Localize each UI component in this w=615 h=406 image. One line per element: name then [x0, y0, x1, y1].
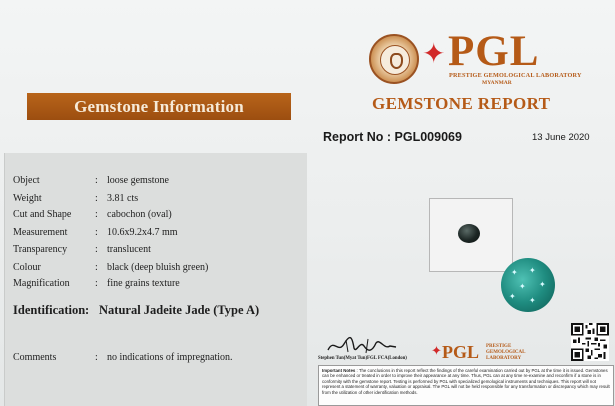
- qr-code-icon: [571, 323, 609, 361]
- detail-colon: :: [95, 262, 98, 273]
- identification-colon: :: [85, 303, 90, 317]
- small-lab-line: GEMOLOGICAL: [486, 349, 526, 355]
- important-notes: [318, 365, 614, 406]
- report-panel: [310, 0, 615, 406]
- notes-label: Important Notes: [322, 368, 356, 373]
- identification-value: Natural Jadeite Jade (Type A): [99, 303, 260, 317]
- report-heading: GEMSTONE REPORT: [372, 94, 551, 113]
- star-icon: ✦: [422, 37, 446, 70]
- detail-label: Weight: [13, 193, 42, 204]
- gemstone-photo: [429, 198, 513, 272]
- detail-label: Measurement: [13, 227, 68, 238]
- detail-label: Colour: [13, 262, 41, 273]
- detail-value: loose gemstone: [107, 175, 169, 186]
- detail-value: cabochon (oval): [107, 209, 172, 220]
- gemstone-cabochon-image: [458, 224, 480, 243]
- gemstone-information-banner: Gemstone Information: [27, 93, 291, 120]
- identification-label: Identification: [13, 303, 86, 317]
- signature-icon: [324, 334, 398, 356]
- small-lab-line: PRESTIGE: [486, 344, 512, 349]
- lab-seal-icon: [369, 34, 419, 84]
- notes-text: : The conclusions in this report reflect the findings of the careful examination carried out by PGL at the time it is issued. Gemstones can be enhanced or treated in order to improve their appearance at any time. Thus, PGL can at any time re-examine and reconfirm if a stone is in conformity with the gemstone report. Testing is performed by PGL with specialized gemological instruments and techniques. This report will not represent a statement of warranty, valuation or appraisal. The PGL will not be held responsible for any transformation or discrepancy which may result from the utilization of other identification methods.: [322, 368, 610, 395]
- detail-label: Transparency: [13, 244, 68, 255]
- security-hologram-icon: ✦ ✦ ✦ ✦ ✦ ✦: [501, 258, 555, 312]
- detail-colon: :: [95, 175, 98, 186]
- detail-colon: :: [95, 244, 98, 255]
- details-box: [4, 153, 307, 406]
- lab-name: PRESTIGE GEMOLOGICAL LABORATORY: [449, 72, 582, 79]
- comments-label: Comments: [13, 352, 57, 363]
- lab-country: MYANMAR: [482, 80, 512, 86]
- report-number: Report No : PGL009069: [323, 130, 462, 144]
- small-lab-line: LABORATORY: [486, 355, 522, 361]
- detail-colon: :: [95, 227, 98, 238]
- comments-value: no indications of impregnation.: [107, 352, 233, 363]
- detail-colon: :: [95, 209, 98, 220]
- detail-colon: :: [95, 193, 98, 204]
- small-pgl-logo: PGL: [442, 342, 480, 362]
- detail-value: 3.81 cts: [107, 193, 139, 204]
- detail-value: black (deep bluish green): [107, 262, 209, 273]
- detail-colon: :: [95, 278, 98, 289]
- detail-value: 10.6x9.2x4.7 mm: [107, 227, 178, 238]
- detail-value: fine grains texture: [107, 278, 180, 289]
- signatory-name: Stephen Tun(Myat Tun)FGL FCA(London): [318, 356, 407, 361]
- report-date: 13 June 2020: [532, 132, 590, 143]
- detail-label: Magnification: [13, 278, 70, 289]
- detail-label: Object: [13, 175, 40, 186]
- detail-value: translucent: [107, 244, 151, 255]
- small-lab-name: [486, 344, 525, 361]
- comments-colon: :: [95, 352, 98, 363]
- small-star-icon: ✦: [431, 344, 442, 359]
- detail-label: Cut and Shape: [13, 209, 72, 220]
- pgl-logo-text: PGL: [448, 28, 540, 75]
